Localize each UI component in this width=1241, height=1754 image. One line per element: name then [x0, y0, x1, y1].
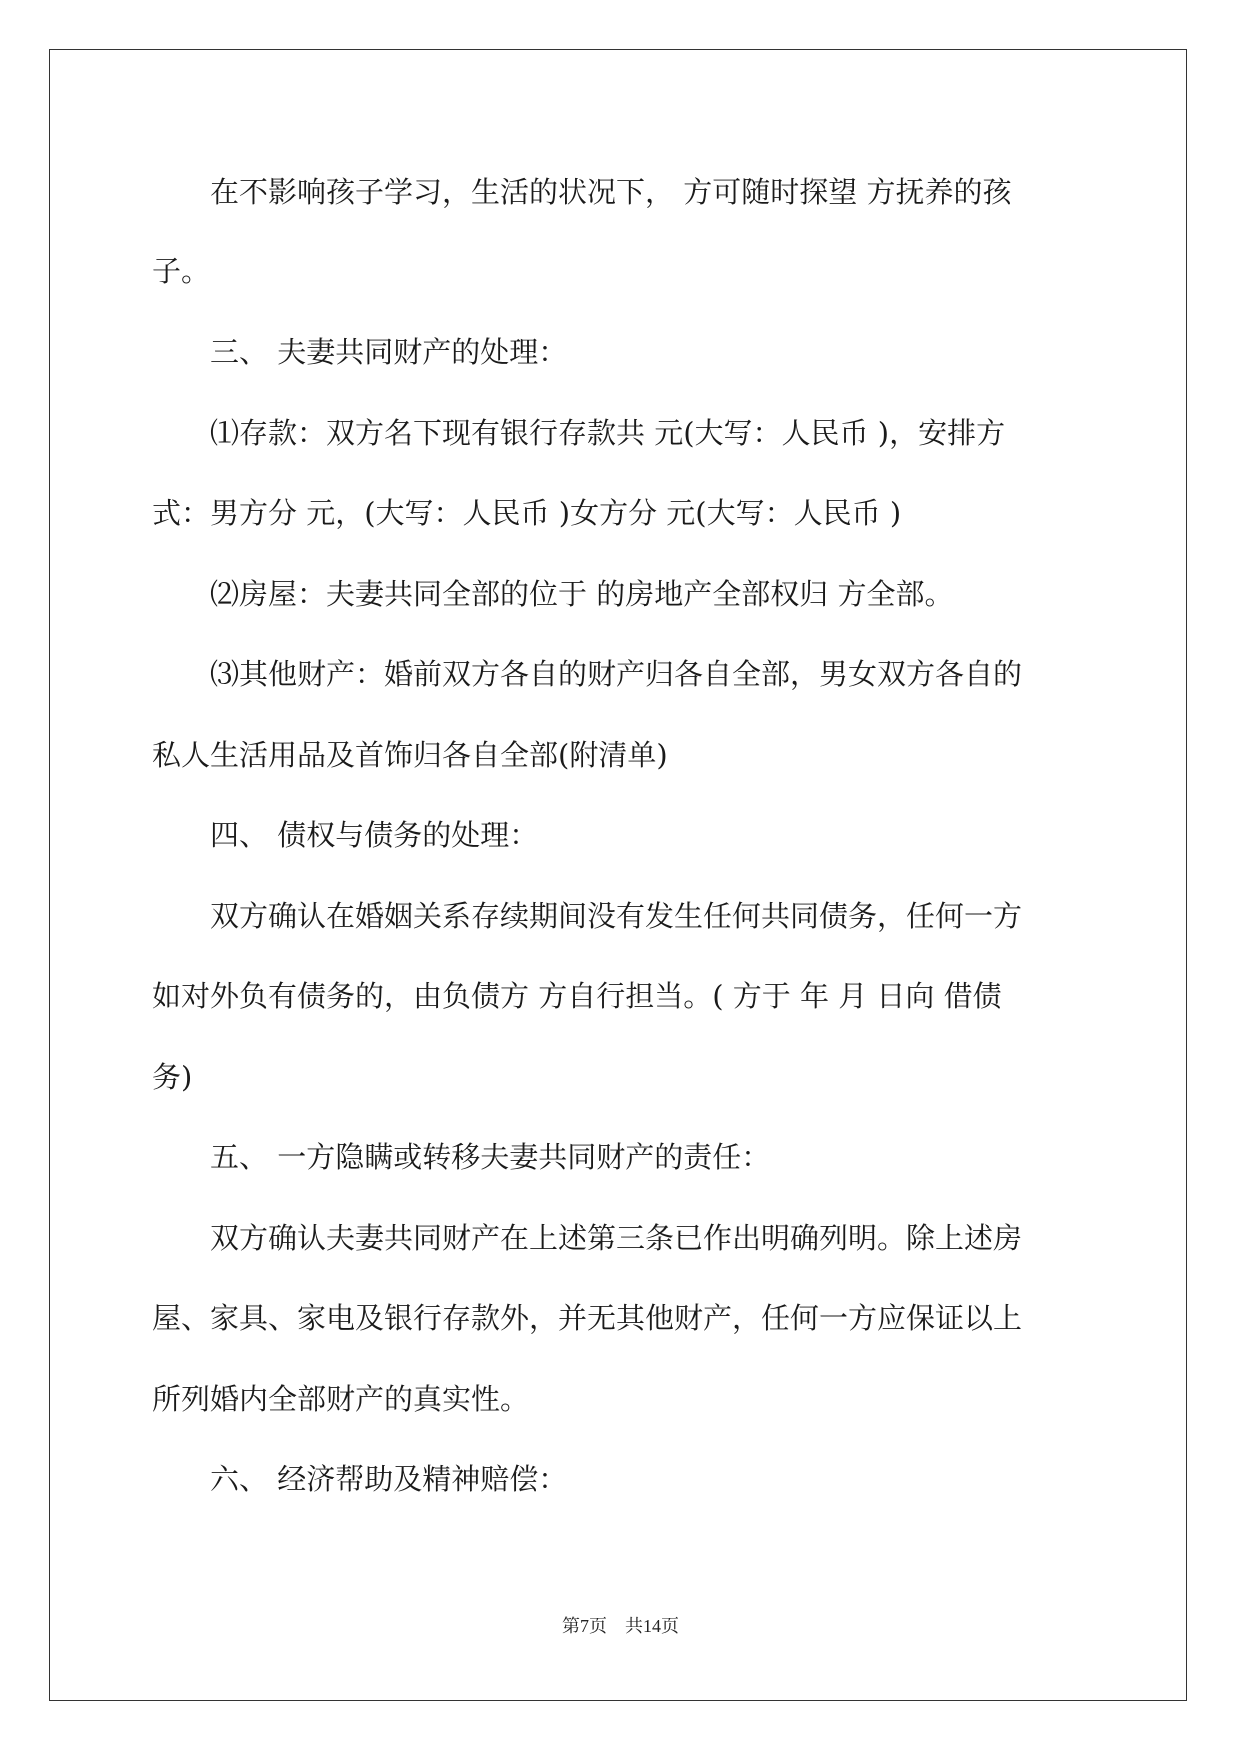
text-line: 所列婚内全部财产的真实性。	[152, 1382, 530, 1416]
text-line: 式：男方分 元，(大写：人民币 )女方分 元(大写：人民币 )	[152, 496, 902, 530]
text-line: ⑴存款：双方名下现有银行存款共 元(大写：人民币 )，安排方	[152, 416, 1006, 450]
text-line: 如对外负有债务的，由负债方 方自行担当。( 方于 年 月 日向 借债	[152, 979, 1002, 1013]
text-line: 在不影响孩子学习，生活的状况下， 方可随时探望 方抚养的孩	[152, 175, 1012, 209]
page-number-footer: 第7页 共14页	[562, 1616, 679, 1636]
text-line: 务)	[152, 1060, 193, 1094]
text-line: ⑶其他财产：婚前双方各自的财产归各自全部，男女双方各自的	[152, 657, 1023, 691]
text-line: 屋、家具、家电及银行存款外，并无其他财产，任何一方应保证以上	[152, 1301, 1023, 1335]
section-heading: 五、 一方隐瞒或转移夫妻共同财产的责任：	[152, 1140, 771, 1174]
text-line: 双方确认在婚姻关系存续期间没有发生任何共同债务，任何一方	[152, 899, 1023, 933]
text-line: 私人生活用品及首饰归各自全部(附清单)	[152, 738, 668, 772]
section-heading: 六、 经济帮助及精神赔偿：	[152, 1462, 568, 1496]
text-line: 子。	[152, 254, 211, 288]
page-frame	[49, 49, 1187, 1701]
text-line: 双方确认夫妻共同财产在上述第三条已作出明确列明。除上述房	[152, 1221, 1023, 1255]
section-heading: 四、 债权与债务的处理：	[152, 818, 539, 852]
section-heading: 三、 夫妻共同财产的处理：	[152, 335, 568, 369]
text-line: ⑵房屋：夫妻共同全部的位于 的房地产全部权归 方全部。	[152, 577, 954, 611]
